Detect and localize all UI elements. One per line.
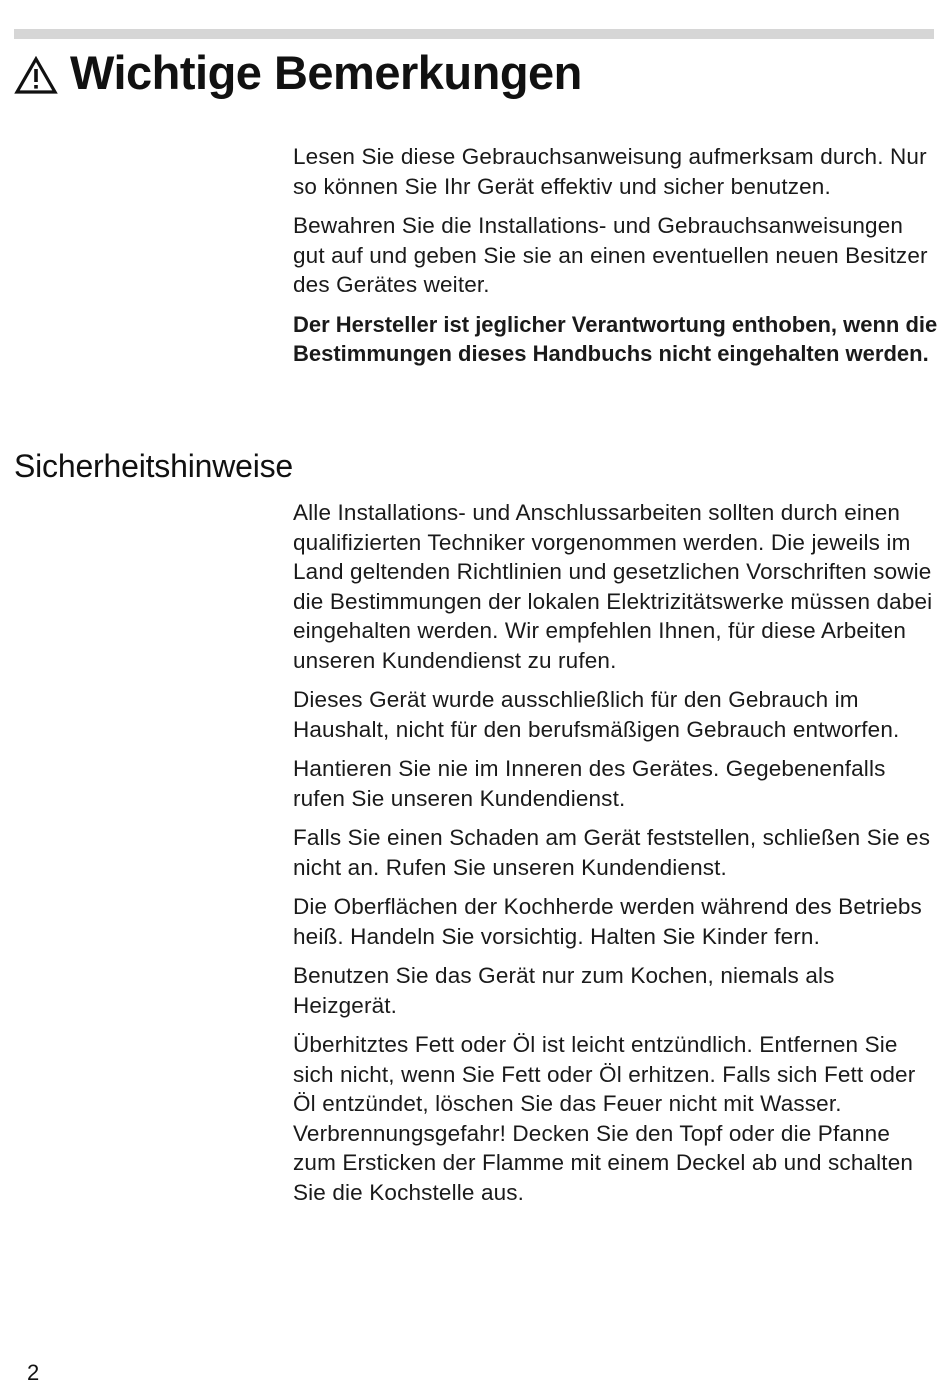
safety-paragraph: Dieses Gerät wurde ausschließlich für den Gebrauch im Haushalt, nicht für den berufsmäßigen Gebrauch entworfen.: [293, 687, 900, 742]
intro-paragraph: Lesen Sie diese Gebrauchsanweisung aufmerksam durch. Nur so können Sie Ihr Gerät effektiv und sicher benutzen.: [293, 144, 927, 199]
safety-paragraph: Überhitztes Fett oder Öl ist leicht entzündlich. Entfernen Sie sich nicht, wenn Sie Fett oder Öl erhitzen. Falls sich Fett oder Öl entzündet, löschen Sie das Feuer nicht mit Wasser. Verbrennungsgefahr! Decken Sie den Topf oder die Pfanne zum Ersticken der Flamme mit einem Deckel ab und schalten Sie die Kochstelle aus.: [293, 1032, 916, 1205]
intro-paragraph: Bewahren Sie die Installations- und Gebrauchsanweisungen gut auf und geben Sie sie an einen eventuellen neuen Besitzer des Gerätes weiter.: [293, 213, 928, 297]
intro-section: [293, 142, 938, 379]
liability-notice: Der Hersteller ist jeglicher Verantwortung enthoben, wenn die Bestimmungen dieses Handbuchs nicht eingehalten werden.: [293, 311, 938, 366]
safety-paragraph: Alle Installations- und Anschlussarbeiten sollten durch einen qualifizierten Techniker vorgenommen werden. Die jeweils im Land geltenden Richtlinien und gesetzlichen Vorschriften sowie die Bestimmungen der lokalen Elektrizitätswerke müssen dabei eingehalten werden. Wir empfehlen Ihnen, für diese Arbeiten unseren Kundendienst zu rufen.: [293, 500, 933, 673]
safety-paragraph: Die Oberflächen der Kochherde werden während des Betriebs heiß. Handeln Sie vorsichtig. Halten Sie Kinder fern.: [293, 894, 922, 949]
safety-section: [293, 498, 938, 1217]
warning-triangle-icon: [14, 52, 58, 92]
top-rule: [14, 29, 934, 39]
page-title: [14, 44, 582, 100]
safety-paragraph: Benutzen Sie das Gerät nur zum Kochen, niemals als Heizgerät.: [293, 963, 835, 1018]
safety-paragraph: Falls Sie einen Schaden am Gerät feststellen, schließen Sie es nicht an. Rufen Sie unseren Kundendienst.: [293, 825, 931, 880]
page-number: 2: [27, 1360, 40, 1385]
section-heading-safety: Sicherheitshinweise: [14, 448, 294, 484]
safety-paragraph: Hantieren Sie nie im Inneren des Gerätes. Gegebenenfalls rufen Sie unseren Kundendienst.: [293, 756, 886, 811]
page-title-text: Wichtige Bemerkungen: [70, 45, 582, 99]
